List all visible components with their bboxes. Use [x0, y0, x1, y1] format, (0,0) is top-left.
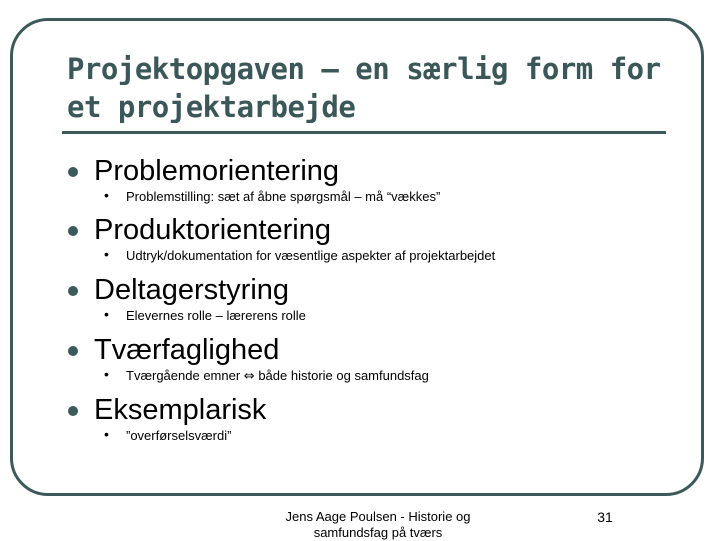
sub-bullet-icon: • — [104, 366, 109, 382]
item-heading: Eksemplarisk — [94, 394, 267, 426]
bullet-dot-icon — [68, 167, 78, 177]
bullet-dot-icon — [68, 226, 78, 236]
page-number: 31 — [597, 509, 613, 525]
item-subtext — [126, 368, 429, 385]
item-heading: Deltagerstyring — [94, 274, 290, 306]
double-arrow-icon: ⇔ — [243, 369, 255, 384]
item-heading: Problemorientering — [94, 155, 340, 187]
sub-bullet-icon: • — [104, 426, 109, 442]
bullet-dot-icon — [68, 406, 78, 416]
sub-bullet-icon: • — [104, 306, 109, 322]
item-subtext: Problemstilling: sæt af åbne spørgsmål – må “vækkes” — [126, 189, 441, 204]
slide-title: Projektopgaven – en særlig form for et projektarbejde — [67, 52, 661, 124]
subtext-part: Tværgående emner — [126, 368, 241, 383]
sub-bullet-icon: • — [104, 187, 109, 203]
slide-footer: Jens Aage Poulsen - Historie og samfundsfag på tværs — [285, 509, 471, 540]
item-subtext: ”overførselsværdi” — [126, 428, 232, 443]
bullet-dot-icon — [68, 346, 78, 356]
item-heading: Produktorientering — [94, 214, 331, 246]
subtext-part: både historie og samfundsfag — [258, 368, 429, 383]
item-subtext: Udtryk/dokumentation for væsentlige aspekter af projektarbejdet — [126, 248, 496, 263]
item-heading: Tværfaglighed — [94, 334, 280, 366]
bullet-dot-icon — [68, 286, 78, 296]
item-subtext: Elevernes rolle – lærerens rolle — [126, 308, 306, 323]
sub-bullet-icon: • — [104, 246, 109, 262]
